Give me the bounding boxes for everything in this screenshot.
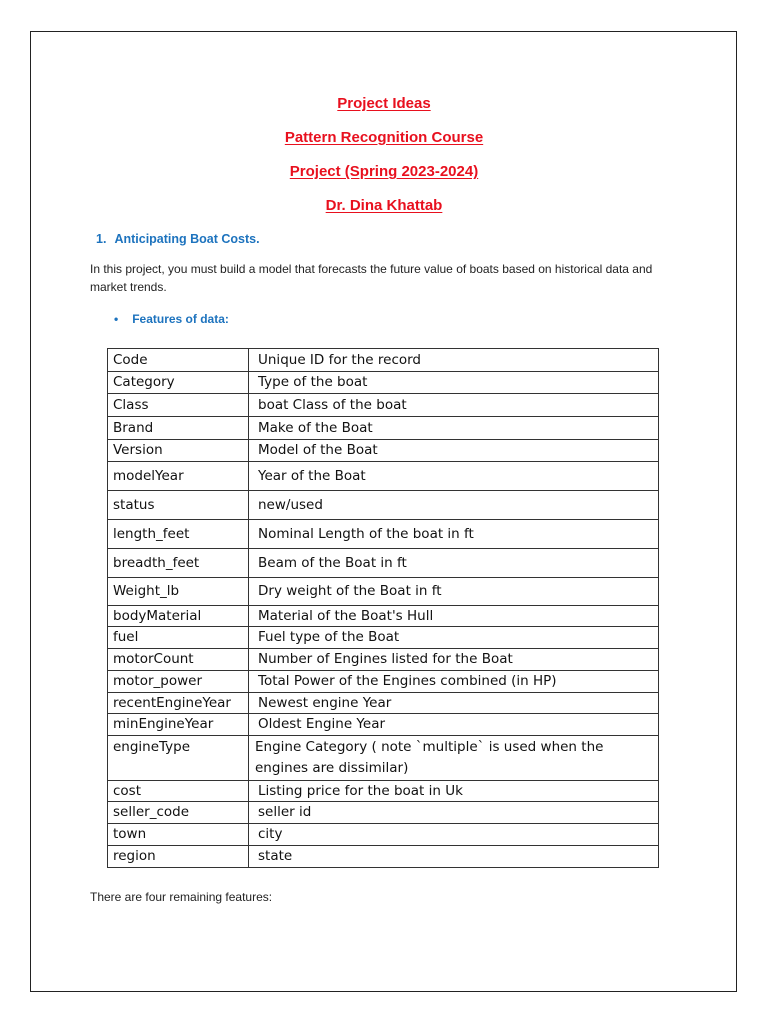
- table-row: [108, 802, 659, 824]
- intro-paragraph: In this project, you must build a model that forecasts the future value of boats based on historical data and market trends.: [90, 262, 653, 294]
- feature-description: new/used: [249, 491, 659, 520]
- feature-description: Beam of the Boat in ft: [249, 549, 659, 578]
- feature-description: Make of the Boat: [249, 417, 659, 440]
- feature-description: Nominal Length of the boat in ft: [249, 520, 659, 549]
- table-row: [108, 462, 659, 491]
- table-row: [108, 417, 659, 440]
- section-heading-text: Anticipating Boat Costs.: [114, 232, 260, 246]
- table-row: [108, 714, 659, 736]
- feature-key: town: [108, 824, 249, 846]
- feature-key: bodyMaterial: [108, 606, 249, 627]
- feature-description: Engine Category ( note `multiple` is used when the engines are dissimilar): [249, 736, 659, 781]
- features-bullet: [114, 312, 229, 326]
- feature-description: Fuel type of the Boat: [249, 627, 659, 649]
- feature-key: region: [108, 846, 249, 868]
- course-title: Pattern Recognition Course: [284, 129, 484, 146]
- feature-key: motor_power: [108, 671, 249, 693]
- feature-key: motorCount: [108, 649, 249, 671]
- feature-key: minEngineYear: [108, 714, 249, 736]
- feature-key: Version: [108, 440, 249, 462]
- table-row: [108, 349, 659, 372]
- table-row: [108, 627, 659, 649]
- table-row: [108, 491, 659, 520]
- features-bullet-label: Features of data:: [132, 312, 229, 326]
- table-row: [108, 736, 659, 781]
- feature-key: engineType: [108, 736, 249, 781]
- feature-key: breadth_feet: [108, 549, 249, 578]
- feature-key: length_feet: [108, 520, 249, 549]
- section-heading: [96, 232, 260, 246]
- feature-key: status: [108, 491, 249, 520]
- feature-description: city: [249, 824, 659, 846]
- feature-description: Year of the Boat: [249, 462, 659, 491]
- table-row: [108, 781, 659, 802]
- feature-key: modelYear: [108, 462, 249, 491]
- feature-description: state: [249, 846, 659, 868]
- feature-description: Number of Engines listed for the Boat: [249, 649, 659, 671]
- feature-description: Oldest Engine Year: [249, 714, 659, 736]
- feature-description: Listing price for the boat in Uk: [249, 781, 659, 802]
- feature-description: boat Class of the boat: [249, 394, 659, 417]
- features-table: [107, 348, 659, 868]
- table-row: [108, 846, 659, 868]
- table-row: [108, 649, 659, 671]
- bullet-dot: •: [114, 312, 119, 326]
- feature-key: recentEngineYear: [108, 693, 249, 714]
- feature-key: cost: [108, 781, 249, 802]
- table-row: [108, 824, 659, 846]
- feature-description: Dry weight of the Boat in ft: [249, 578, 659, 606]
- title-block: [0, 94, 768, 230]
- feature-description: Material of the Boat's Hull: [249, 606, 659, 627]
- feature-key: Class: [108, 394, 249, 417]
- feature-key: Brand: [108, 417, 249, 440]
- table-row: [108, 578, 659, 606]
- remaining-features-note: There are four remaining features:: [90, 890, 273, 904]
- feature-description: Newest engine Year: [249, 693, 659, 714]
- feature-key: seller_code: [108, 802, 249, 824]
- section-number: 1.: [96, 232, 107, 246]
- table-row: [108, 394, 659, 417]
- table-row: [108, 606, 659, 627]
- table-row: [108, 671, 659, 693]
- feature-key: Code: [108, 349, 249, 372]
- feature-key: Category: [108, 372, 249, 394]
- feature-description: Model of the Boat: [249, 440, 659, 462]
- feature-description: Unique ID for the record: [249, 349, 659, 372]
- feature-description: Total Power of the Engines combined (in HP): [249, 671, 659, 693]
- feature-description: Type of the boat: [249, 372, 659, 394]
- project-term-title: Project (Spring 2023-2024): [289, 163, 479, 180]
- feature-key: fuel: [108, 627, 249, 649]
- feature-key: Weight_lb: [108, 578, 249, 606]
- table-row: [108, 520, 659, 549]
- table-row: [108, 372, 659, 394]
- project-ideas-title: Project Ideas: [337, 95, 431, 112]
- table-row: [108, 440, 659, 462]
- feature-description: seller id: [249, 802, 659, 824]
- table-row: [108, 549, 659, 578]
- instructor-title: Dr. Dina Khattab: [325, 197, 443, 214]
- table-row: [108, 693, 659, 714]
